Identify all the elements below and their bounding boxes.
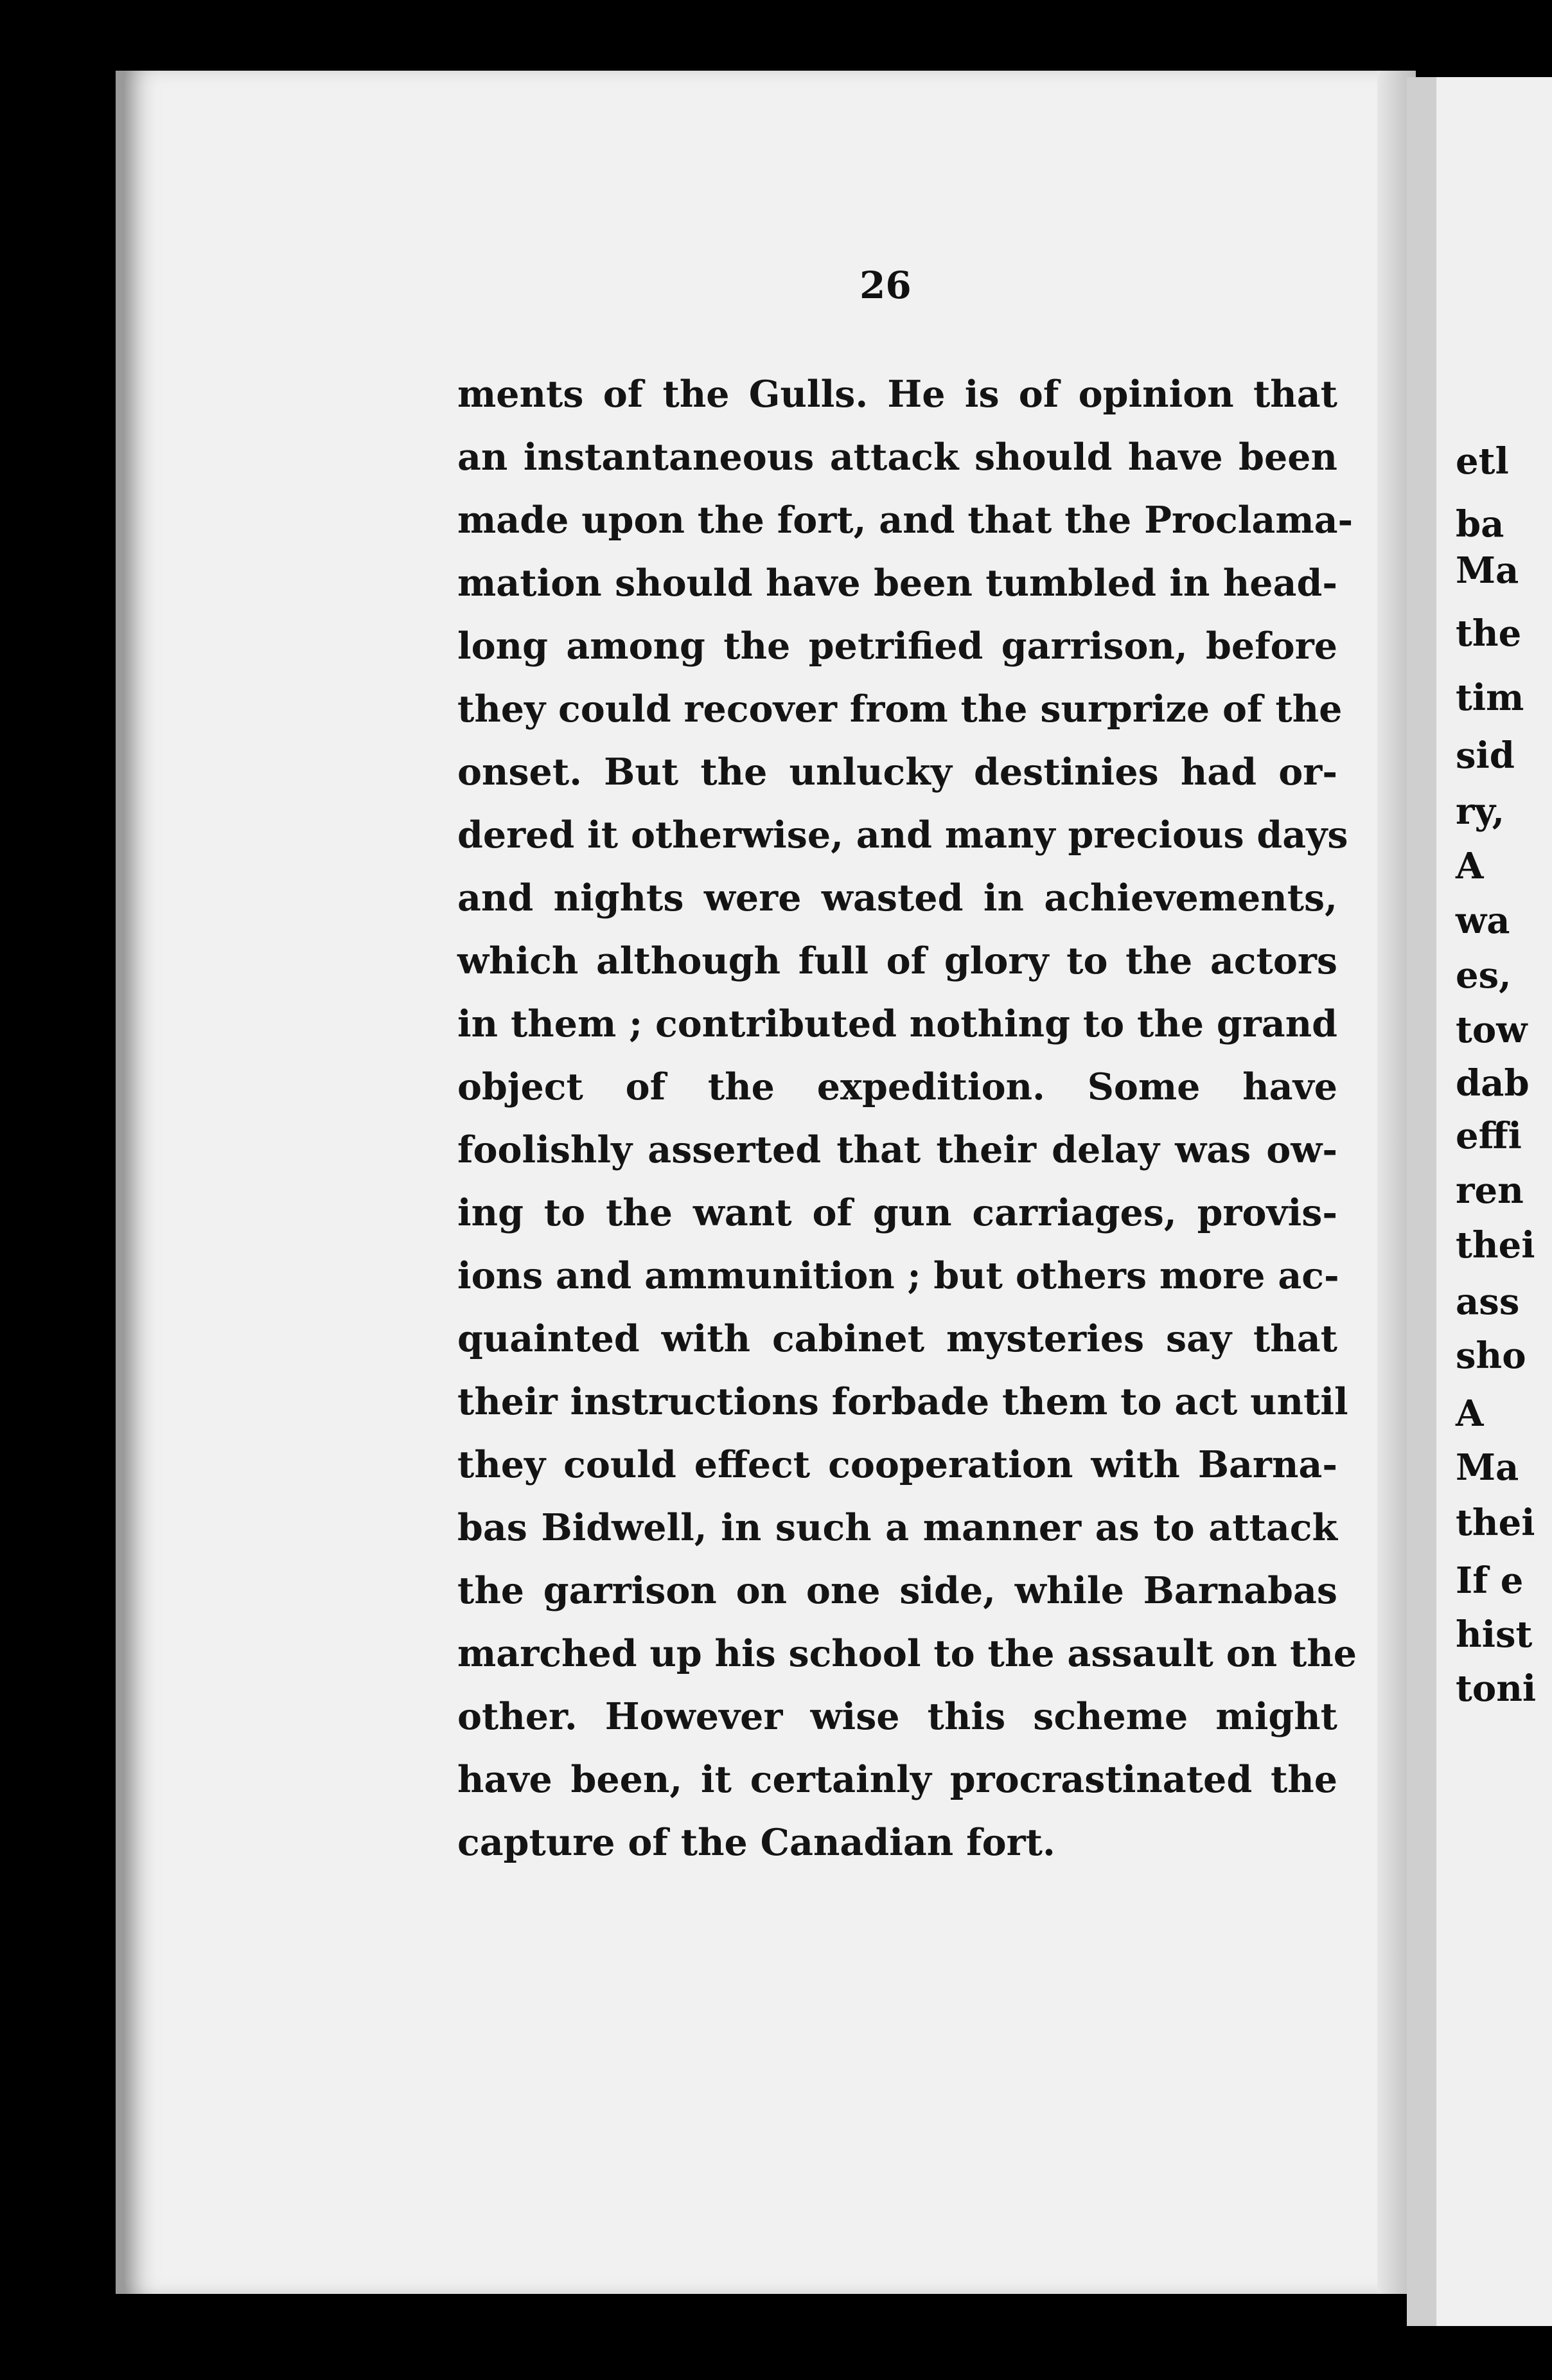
- text-line: they could effect cooperation with Barna-: [457, 1443, 1337, 1486]
- facing-fragment: ren: [1456, 1169, 1524, 1212]
- text-line: the garrison on one side, while Barnabas: [457, 1569, 1337, 1612]
- text-line: their instructions forbade them to act until: [457, 1380, 1348, 1423]
- facing-fragment: If e: [1456, 1559, 1524, 1602]
- facing-fragment: es,: [1456, 954, 1512, 997]
- facing-fragment: ba: [1456, 503, 1504, 546]
- right-page: [1407, 77, 1552, 2326]
- text-line: in them ; contributed nothing to the grand: [457, 1002, 1338, 1045]
- facing-fragment: thei: [1456, 1502, 1535, 1544]
- text-line: onset. But the unlucky destinies had or-: [457, 750, 1337, 794]
- facing-fragment: effi: [1456, 1115, 1522, 1157]
- facing-fragment: etl: [1456, 440, 1509, 483]
- text-line: mation should have been tumbled in head-: [457, 562, 1337, 605]
- facing-fragment: wa: [1456, 900, 1510, 942]
- facing-fragment: thei: [1456, 1224, 1535, 1266]
- facing-fragment: the: [1456, 612, 1522, 655]
- text-line: they could recover from the surprize of the: [457, 688, 1343, 731]
- facing-fragment: Ma: [1456, 549, 1519, 592]
- facing-fragment: hist: [1456, 1613, 1533, 1656]
- facing-fragment: A: [1456, 1392, 1484, 1435]
- text-line: capture of the Canadian fort.: [457, 1821, 1055, 1864]
- text-line: and nights were wasted in achievements,: [457, 876, 1337, 919]
- text-line: quainted with cabinet mysteries say that: [457, 1317, 1337, 1360]
- facing-fragment: A: [1456, 845, 1484, 887]
- text-line: ing to the want of gun carriages, provis-: [457, 1191, 1337, 1234]
- text-line: an instantaneous attack should have been: [457, 436, 1337, 479]
- text-line: long among the petrified garrison, before: [457, 625, 1337, 668]
- text-line: which although full of glory to the actors: [457, 939, 1337, 982]
- body-paragraph: [457, 363, 1357, 1874]
- text-line: dered it otherwise, and many precious days: [457, 813, 1348, 857]
- facing-fragment: sid: [1456, 734, 1515, 777]
- text-line: made upon the fort, and that the Proclama-: [457, 499, 1354, 542]
- text-line: ments of the Gulls. He is of opinion that: [457, 373, 1337, 416]
- facing-fragment: ry,: [1456, 790, 1505, 833]
- facing-fragment: dab: [1456, 1062, 1530, 1105]
- facing-fragment: Ma: [1456, 1446, 1519, 1489]
- facing-fragment: sho: [1456, 1335, 1526, 1377]
- text-line: ions and ammunition ; but others more ac-: [457, 1254, 1339, 1297]
- text-line: bas Bidwell, in such a manner as to attack: [457, 1506, 1337, 1549]
- text-line: other. However wise this scheme might: [457, 1695, 1337, 1738]
- text-line: marched up his school to the assault on the: [457, 1632, 1357, 1675]
- facing-fragment: tim: [1456, 677, 1524, 719]
- text-line: foolishly asserted that their delay was ow-: [457, 1128, 1337, 1171]
- page-number: 26: [860, 263, 912, 307]
- facing-fragment: ass: [1456, 1281, 1520, 1323]
- facing-fragment: toni: [1456, 1667, 1537, 1710]
- text-line: have been, it certainly procrastinated the: [457, 1758, 1337, 1801]
- facing-fragment: tow: [1456, 1009, 1528, 1051]
- text-line: object of the expedition. Some have: [457, 1065, 1337, 1108]
